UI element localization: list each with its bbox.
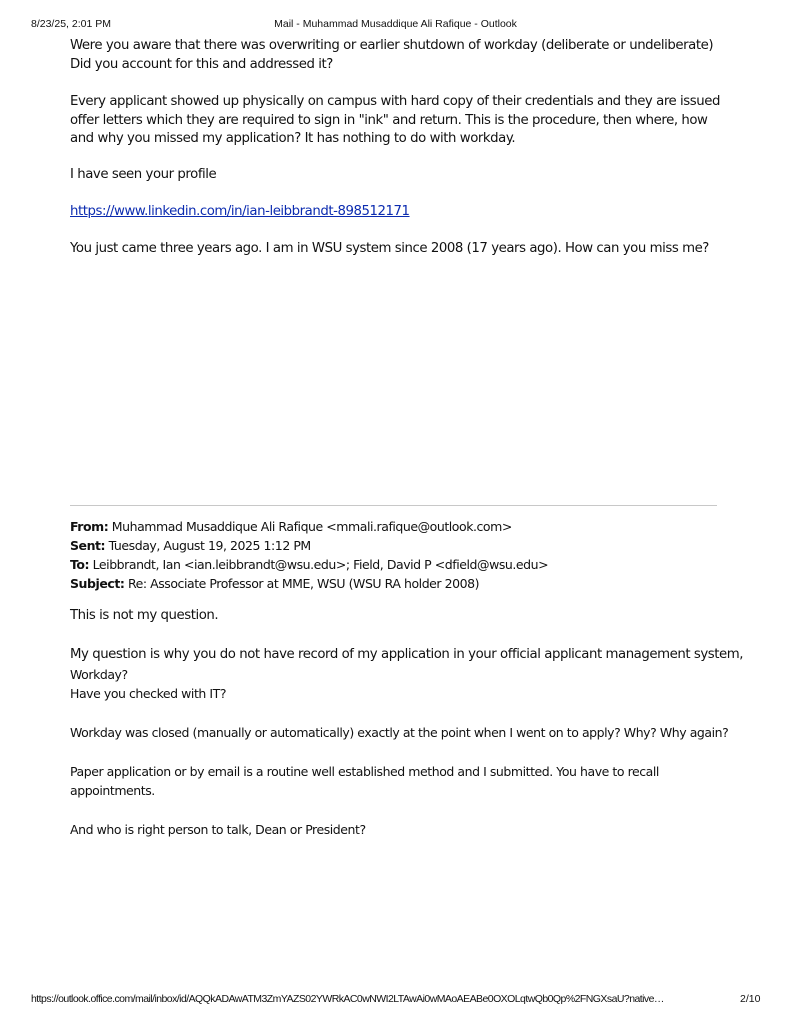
text-line: This is not my question. — [70, 608, 219, 623]
quoted-message-header — [70, 517, 730, 593]
reply-paragraph-procedure — [70, 93, 730, 149]
to-label: To: — [70, 557, 90, 572]
to-value: Leibbrandt, Ian <ian.leibbrandt@wsu.edu>; Field, David P <dfield@wsu.edu> — [92, 557, 549, 572]
text-line: And who is right person to talk, Dean or President? — [70, 822, 366, 837]
print-datetime: 8/23/25, 2:01 PM — [31, 18, 111, 30]
sent-row — [70, 536, 730, 555]
reply-paragraph-tenure — [70, 240, 730, 259]
subject-label: Subject: — [70, 576, 125, 591]
text-line: appointments. — [70, 783, 155, 798]
print-footer-url: https://outlook.office.com/mail/inbox/id/AQQkADAwATM3ZmYAZS02YWRkAC0wNWI2LTAwAi0wMAoAEABe0OXOLqtwQb0Qp%2FNGXsaU?native… — [31, 993, 664, 1005]
text-line: Have you checked with IT? — [70, 685, 227, 701]
quoted-paragraph-workday-closed — [70, 723, 730, 742]
text-line: I have seen your profile — [70, 167, 217, 182]
subject-row — [70, 574, 730, 593]
text-line: and why you missed my application? It has nothing to do with workday. — [70, 131, 516, 146]
text-line: offer letters which they are required to sign in "ink" and return. This is the procedure, then where, how — [70, 112, 708, 128]
print-footer — [0, 993, 791, 1007]
quote-divider — [70, 505, 717, 506]
from-label: From: — [70, 519, 109, 534]
reply-paragraph-profile — [70, 166, 730, 185]
print-header — [0, 18, 791, 32]
text-line: You just came three years ago. I am in WSU system since 2008 (17 years ago). How can you miss me? — [70, 241, 709, 256]
sent-value: Tuesday, August 19, 2025 1:12 PM — [108, 538, 311, 553]
from-row — [70, 517, 730, 536]
reply-paragraph-link — [70, 203, 730, 222]
subject-value: Re: Associate Professor at MME, WSU (WSU RA holder 2008) — [127, 576, 480, 591]
sent-label: Sent: — [70, 538, 106, 553]
quoted-paragraph-question — [70, 646, 744, 703]
text-line: Every applicant showed up physically on campus with hard copy of their credentials and they are issued — [70, 94, 720, 109]
text-line: Workday? — [70, 666, 128, 682]
text-line: My question is why you do not have record of my application in your official applicant management system, — [70, 647, 744, 662]
text-line: Workday was closed (manually or automatically) exactly at the point when I went on to apply? Why? Why again? — [70, 725, 729, 740]
quoted-paragraph-not-question — [70, 607, 730, 626]
text-line: Were you aware that there was overwriting or earlier shutdown of workday (deliberate or undeliberate) — [70, 38, 714, 53]
text-line: Did you account for this and addressed it? — [70, 56, 333, 72]
quoted-paragraph-paper-application — [70, 762, 730, 800]
linkedin-profile-link[interactable]: https://www.linkedin.com/in/ian-leibbrandt-898512171 — [70, 204, 410, 219]
from-value: Muhammad Musaddique Ali Rafique <mmali.rafique@outlook.com> — [111, 519, 512, 534]
print-title: Mail - Muhammad Musaddique Ali Rafique - Outlook — [274, 18, 517, 30]
text-line: Paper application or by email is a routine well established method and I submitted. You have to recall — [70, 764, 659, 779]
quoted-paragraph-right-person — [70, 820, 730, 839]
to-row — [70, 555, 730, 574]
reply-paragraph-awareness — [70, 37, 730, 74]
page-number: 2/10 — [740, 993, 761, 1005]
